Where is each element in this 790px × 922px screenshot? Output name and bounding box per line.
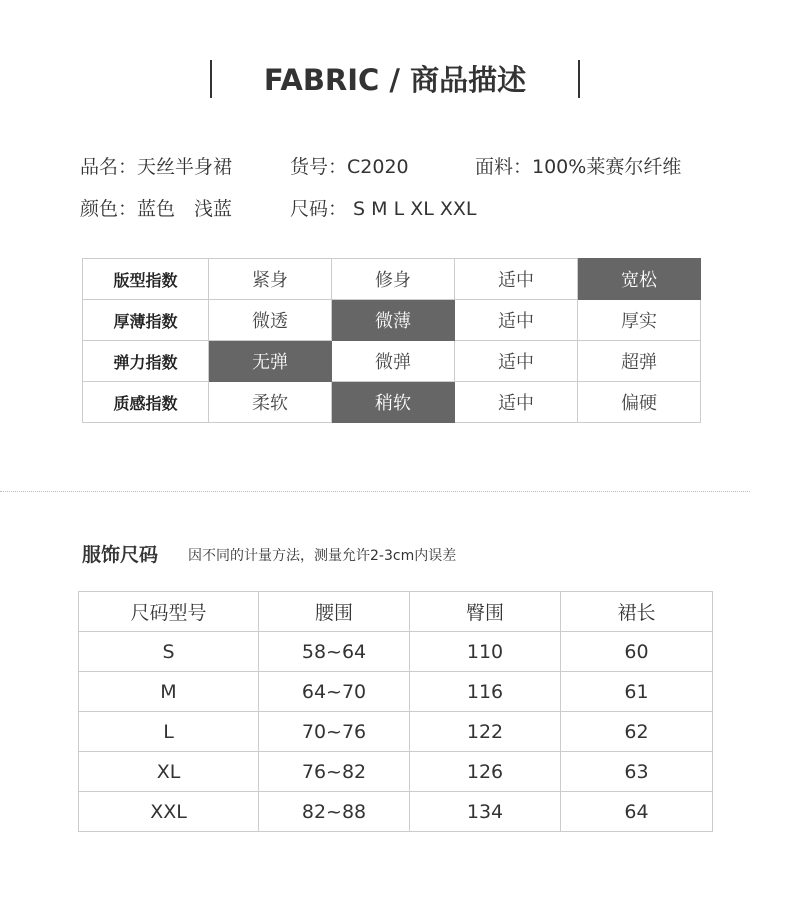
- table-row: [79, 632, 713, 672]
- spec-option: 厚实: [578, 300, 701, 341]
- table-row: [79, 792, 713, 832]
- size-cell: S: [79, 632, 259, 672]
- size-cell: 64: [561, 792, 713, 832]
- spec-option: 紧身: [209, 259, 332, 300]
- size-cell: 61: [561, 672, 713, 712]
- spec-option: 适中: [455, 382, 578, 423]
- size-cell: XXL: [79, 792, 259, 832]
- size-cell: 76~82: [259, 752, 410, 792]
- size-cell: XL: [79, 752, 259, 792]
- section-divider: [0, 491, 750, 492]
- spec-row: [83, 341, 701, 382]
- item-number: 货号：C2020: [290, 156, 409, 178]
- spec-option-selected: 微薄: [332, 300, 455, 341]
- spec-option: 超弹: [578, 341, 701, 382]
- spec-row: [83, 382, 701, 423]
- table-row: [79, 752, 713, 792]
- spec-index-table: [82, 258, 701, 423]
- size-section-title: 服饰尺码: [82, 544, 159, 566]
- size-cell: 134: [410, 792, 561, 832]
- spec-option: 微透: [209, 300, 332, 341]
- spec-row-label: 质感指数: [83, 382, 209, 423]
- size-chart-header-row: [79, 592, 713, 632]
- size-column-header: 臀围: [410, 592, 561, 632]
- spec-option: 微弹: [332, 341, 455, 382]
- spec-row: [83, 300, 701, 341]
- page-title: FABRIC / 商品描述: [263, 63, 527, 97]
- size-cell: 60: [561, 632, 713, 672]
- size-measure-note: 因不同的计量方法，测量允许2-3cm内误差: [188, 548, 457, 564]
- product-name: 品名：天丝半身裙: [80, 156, 233, 178]
- product-colors: 颜色：蓝色 浅蓝: [80, 198, 233, 220]
- size-cell: 116: [410, 672, 561, 712]
- spec-option: 适中: [455, 341, 578, 382]
- size-cell: 70~76: [259, 712, 410, 752]
- spec-option: 偏硬: [578, 382, 701, 423]
- spec-row: [83, 259, 701, 300]
- size-cell: 63: [561, 752, 713, 792]
- spec-option: 适中: [455, 259, 578, 300]
- size-cell: 64~70: [259, 672, 410, 712]
- size-column-header: 裙长: [561, 592, 713, 632]
- spec-row-label: 弹力指数: [83, 341, 209, 382]
- spec-option-selected: 无弹: [209, 341, 332, 382]
- size-column-header: 尺码型号: [79, 592, 259, 632]
- spec-index-body: [83, 259, 701, 423]
- size-column-header: 腰围: [259, 592, 410, 632]
- spec-row-label: 版型指数: [83, 259, 209, 300]
- size-cell: L: [79, 712, 259, 752]
- size-cell: 62: [561, 712, 713, 752]
- size-cell: 58~64: [259, 632, 410, 672]
- size-chart-body: [79, 632, 713, 832]
- size-chart-table: [78, 591, 713, 832]
- spec-option: 适中: [455, 300, 578, 341]
- table-row: [79, 712, 713, 752]
- size-cell: 82~88: [259, 792, 410, 832]
- spec-option-selected: 稍软: [332, 382, 455, 423]
- size-cell: 122: [410, 712, 561, 752]
- size-cell: 110: [410, 632, 561, 672]
- spec-option-selected: 宽松: [578, 259, 701, 300]
- spec-option: 修身: [332, 259, 455, 300]
- table-row: [79, 672, 713, 712]
- fabric-material: 面料：100%莱赛尔纤维: [475, 156, 682, 178]
- product-sizes: 尺码： S M L XL XXL: [290, 198, 477, 220]
- title-right-bar: [578, 60, 580, 98]
- spec-option: 柔软: [209, 382, 332, 423]
- spec-row-label: 厚薄指数: [83, 300, 209, 341]
- size-cell: 126: [410, 752, 561, 792]
- size-cell: M: [79, 672, 259, 712]
